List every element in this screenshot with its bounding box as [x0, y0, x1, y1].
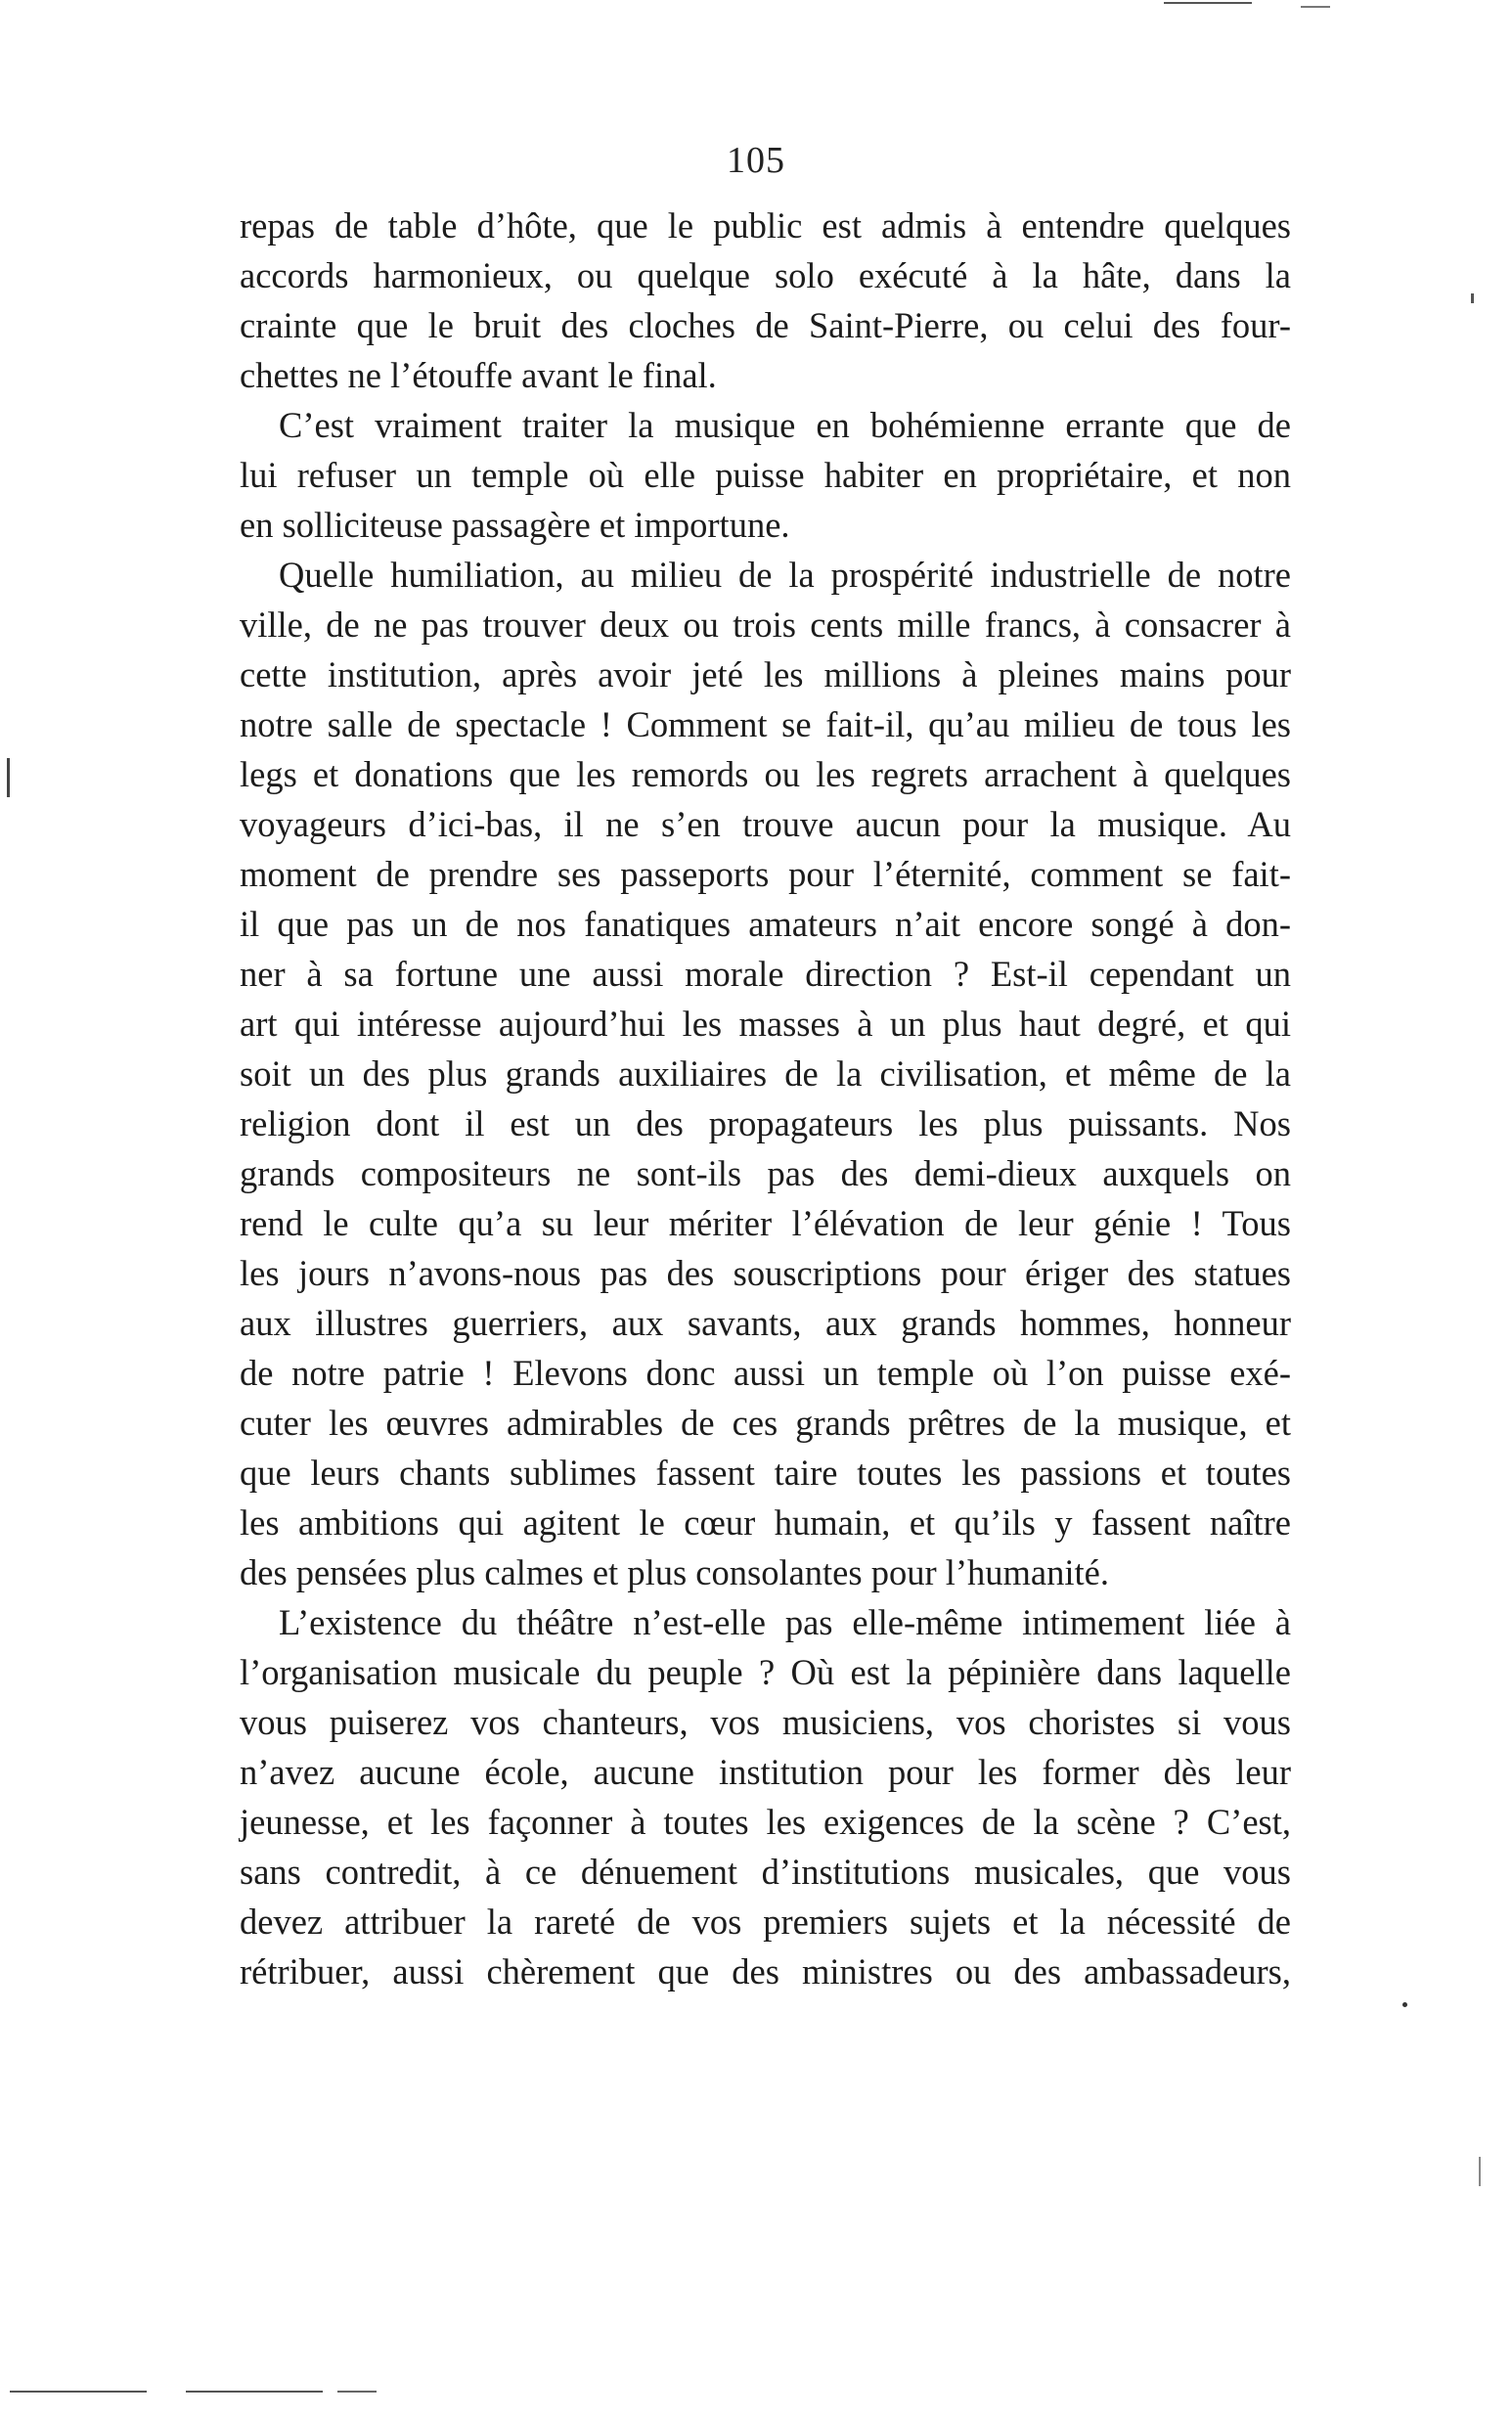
text-line: art qui intéresse aujourd’hui les masses à un plus haut degré, et qui: [240, 1004, 1291, 1044]
page-number: 105: [727, 140, 785, 181]
text-line: C’est vraiment traiter la musique en bohémienne errante que de: [279, 405, 1291, 445]
text-line: aux illustres guerriers, aux savants, aux grands hommes, honneur: [240, 1303, 1291, 1343]
text-line: legs et donations que les remords ou les regrets arrachent à quelques: [240, 754, 1291, 794]
text-line: n’avez aucune école, aucune institution pour les former dès leur: [240, 1752, 1291, 1792]
text-line: soit un des plus grands auxiliaires de la civilisation, et même de la: [240, 1053, 1291, 1094]
text-line: sans contredit, à ce dénuement d’institutions musicales, que vous: [240, 1852, 1291, 1892]
text-line: lui refuser un temple où elle puisse habiter en propriétaire, et non: [240, 455, 1291, 495]
text-line: crainte que le bruit des cloches de Saint-Pierre, ou celui des four-: [240, 305, 1291, 345]
text-line: vous puiserez vos chanteurs, vos musiciens, vos choristes si vous: [240, 1702, 1291, 1742]
text-line: ner à sa fortune une aussi morale direction ? Est-il cependant un: [240, 954, 1291, 994]
scan-edge-mark-top: [1164, 2, 1252, 4]
scan-edge-mark-top-right: [1301, 6, 1330, 8]
text-line: L’existence du théâtre n’est-elle pas elle-même intimement liée à: [279, 1602, 1291, 1642]
text-line: cette institution, après avoir jeté les millions à pleines mains pour: [240, 654, 1291, 694]
text-line: les jours n’avons-nous pas des souscriptions pour ériger des statues: [240, 1253, 1291, 1293]
text-line: en solliciteuse passagère et importune.: [240, 505, 790, 545]
text-line: voyageurs d’ici-bas, il ne s’en trouve aucun pour la musique. Au: [240, 804, 1291, 844]
text-line: jeunesse, et les façonner à toutes les exigences de la scène ? C’est,: [240, 1802, 1291, 1842]
text-line: repas de table d’hôte, que le public est admis à entendre quelques: [240, 205, 1291, 246]
scan-edge-mark-bottom-mid2: [337, 2391, 377, 2393]
scan-speck-right-3: [1479, 2157, 1481, 2186]
text-line: les ambitions qui agitent le cœur humain, et qu’ils y fassent naître: [240, 1502, 1291, 1543]
text-line: accords harmonieux, ou quelque solo exécuté à la hâte, dans la: [240, 255, 1291, 295]
text-line: il que pas un de nos fanatiques amateurs n’ait encore songé à don-: [240, 904, 1291, 944]
text-line: notre salle de spectacle ! Comment se fait-il, qu’au milieu de tous les: [240, 704, 1291, 744]
scan-speck-right-2: [1402, 2002, 1407, 2007]
text-line: rend le culte qu’a su leur mériter l’élévation de leur génie ! Tous: [240, 1203, 1291, 1243]
text-line: Quelle humiliation, au milieu de la prospérité industrielle de notre: [279, 555, 1291, 595]
scan-edge-mark-bottom-left: [10, 2391, 147, 2393]
text-line: l’organisation musicale du peuple ? Où est la pépinière dans laquelle: [240, 1652, 1291, 1692]
text-line: moment de prendre ses passeports pour l’éternité, comment se fait-: [240, 854, 1291, 894]
body-text: [240, 201, 1291, 1996]
text-line: des pensées plus calmes et plus consolantes pour l’humanité.: [240, 1552, 1109, 1592]
text-line: rétribuer, aussi chèrement que des ministres ou des ambassadeurs,: [240, 1951, 1291, 1992]
text-line: grands compositeurs ne sont-ils pas des demi-dieux auxquels on: [240, 1153, 1291, 1193]
text-line: devez attribuer la rareté de vos premiers sujets et la nécessité de: [240, 1902, 1291, 1942]
text-line: cuter les œuvres admirables de ces grands prêtres de la musique, et: [240, 1403, 1291, 1443]
text-line: ville, de ne pas trouver deux ou trois cents mille francs, à consacrer à: [240, 604, 1291, 645]
text-line: chettes ne l’étouffe avant le final.: [240, 355, 717, 395]
scan-speck-right-1: [1471, 293, 1474, 303]
text-line: de notre patrie ! Elevons donc aussi un temple où l’on puisse exé-: [240, 1353, 1291, 1393]
scan-edge-mark-left: [7, 758, 10, 797]
text-line: que leurs chants sublimes fassent taire toutes les passions et toutes: [240, 1453, 1291, 1493]
text-line: religion dont il est un des propagateurs les plus puissants. Nos: [240, 1103, 1291, 1143]
scan-edge-mark-bottom-mid: [186, 2391, 323, 2393]
